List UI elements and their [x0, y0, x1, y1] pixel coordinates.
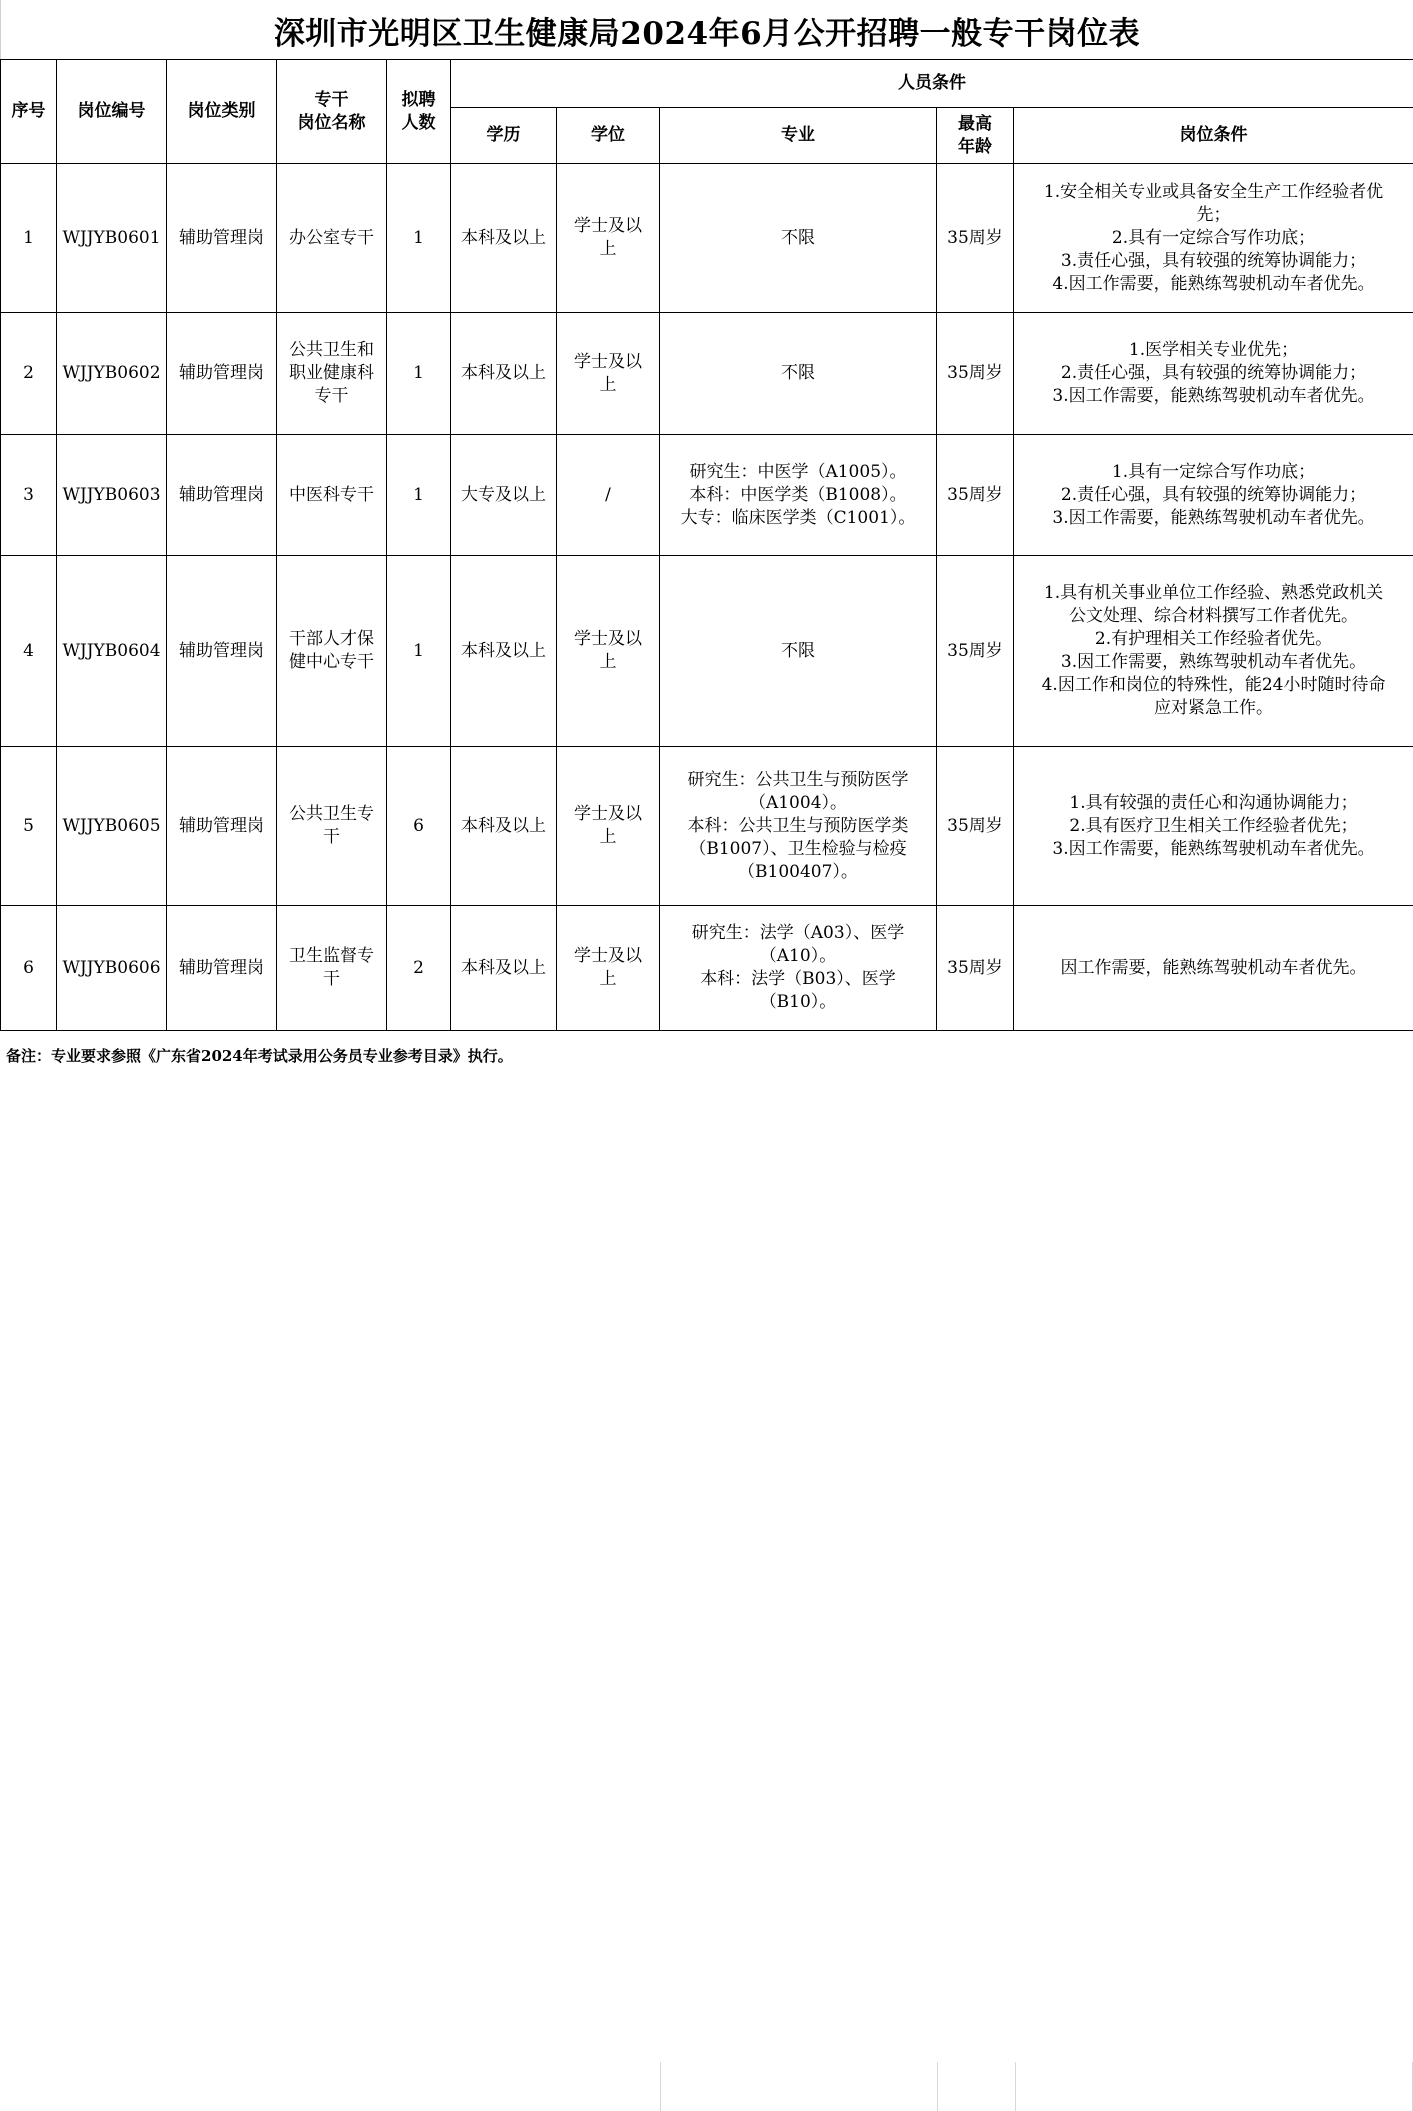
cell-count: 2 — [387, 906, 451, 1031]
cell-post-conditions-line: 3.责任心强，具有较强的统筹协调能力； — [1018, 250, 1409, 273]
cell-post-name — [277, 906, 387, 1031]
cell-post-conditions-line: 1.具有较强的责任心和沟通协调能力； — [1018, 792, 1409, 815]
cell-education: 本科及以上 — [451, 313, 557, 435]
cell-max-age: 35周岁 — [937, 313, 1014, 435]
cell-code: WJJYB0606 — [57, 906, 167, 1031]
cell-post-conditions — [1014, 556, 1413, 747]
grid-guide — [660, 2062, 661, 2111]
cell-code: WJJYB0605 — [57, 747, 167, 906]
footnote — [0, 1031, 1413, 1080]
cell-post-conditions-line: 2.责任心强，具有较强的统筹协调能力； — [1018, 484, 1409, 507]
cell-category: 辅助管理岗 — [167, 435, 277, 556]
cell-max-age: 35周岁 — [937, 747, 1014, 906]
cell-seq: 2 — [1, 313, 57, 435]
header-post-name-line2: 岗位名称 — [281, 112, 382, 135]
footnote-text: 备注：专业要求参照《广东省2024年考试录用公务员专业参考目录》执行。 — [6, 1045, 513, 1066]
cell-code: WJJYB0603 — [57, 435, 167, 556]
cell-major — [660, 747, 937, 906]
grid-guide — [937, 2062, 938, 2111]
cell-major-line: 研究生：公共卫生与预防医学 — [664, 769, 932, 792]
cell-count: 1 — [387, 313, 451, 435]
cell-major-line: 本科：公共卫生与预防医学类 — [664, 815, 932, 838]
cell-post-name-line: 公共卫生专 — [281, 803, 382, 826]
header-count-line1: 拟聘 — [391, 89, 446, 112]
header-major: 专业 — [660, 108, 937, 164]
cell-post-conditions — [1014, 435, 1413, 556]
cell-post-name-line: 健中心专干 — [281, 651, 382, 674]
table-row — [1, 747, 1413, 906]
cell-post-name-line: 干 — [281, 826, 382, 849]
cell-degree-line: / — [561, 484, 655, 507]
cell-major — [660, 164, 937, 313]
header-seq: 序号 — [1, 60, 57, 164]
table-row — [1, 313, 1413, 435]
cell-post-name — [277, 164, 387, 313]
cell-post-conditions — [1014, 906, 1413, 1031]
cell-post-conditions-line: 4.因工作需要，能熟练驾驶机动车者优先。 — [1018, 273, 1409, 296]
cell-code: WJJYB0602 — [57, 313, 167, 435]
table-row — [1, 906, 1413, 1031]
cell-count: 1 — [387, 556, 451, 747]
cell-major-line: 研究生：中医学（A1005）。 — [664, 461, 932, 484]
cell-education: 本科及以上 — [451, 906, 557, 1031]
cell-degree — [557, 556, 660, 747]
cell-degree-line: 上 — [561, 968, 655, 991]
cell-major-line: （A10）。 — [664, 945, 932, 968]
cell-count: 6 — [387, 747, 451, 906]
cell-major-line: 不限 — [664, 640, 932, 663]
cell-degree-line: 学士及以 — [561, 803, 655, 826]
cell-post-name-line: 卫生监督专 — [281, 945, 382, 968]
header-max-age-line2: 年龄 — [941, 136, 1009, 159]
cell-post-conditions-line: 2.具有一定综合写作功底； — [1018, 227, 1409, 250]
cell-degree-line: 学士及以 — [561, 628, 655, 651]
cell-education: 本科及以上 — [451, 164, 557, 313]
cell-post-conditions-line: 先； — [1018, 204, 1409, 227]
cell-major — [660, 313, 937, 435]
cell-major-line: 本科：中医学类（B1008）。 — [664, 484, 932, 507]
cell-degree-line: 上 — [561, 651, 655, 674]
cell-post-name-line: 办公室专干 — [281, 227, 382, 250]
cell-degree-line: 学士及以 — [561, 945, 655, 968]
cell-code: WJJYB0604 — [57, 556, 167, 747]
cell-post-conditions-line: 应对紧急工作。 — [1018, 697, 1409, 720]
cell-education: 本科及以上 — [451, 556, 557, 747]
cell-post-conditions-line: 3.因工作需要，熟练驾驶机动车者优先。 — [1018, 651, 1409, 674]
cell-post-name — [277, 313, 387, 435]
cell-degree-line: 上 — [561, 238, 655, 261]
cell-major-line: 大专：临床医学类（C1001）。 — [664, 507, 932, 530]
cell-degree — [557, 906, 660, 1031]
cell-post-conditions — [1014, 313, 1413, 435]
cell-category: 辅助管理岗 — [167, 556, 277, 747]
header-max-age — [937, 108, 1014, 164]
cell-major — [660, 435, 937, 556]
header-code: 岗位编号 — [57, 60, 167, 164]
cell-post-conditions-line: 3.因工作需要，能熟练驾驶机动车者优先。 — [1018, 838, 1409, 861]
cell-seq: 4 — [1, 556, 57, 747]
cell-major-line: 不限 — [664, 227, 932, 250]
cell-max-age: 35周岁 — [937, 164, 1014, 313]
cell-category: 辅助管理岗 — [167, 747, 277, 906]
cell-major-line: 研究生：法学（A03）、医学 — [664, 922, 932, 945]
cell-degree — [557, 164, 660, 313]
cell-max-age: 35周岁 — [937, 435, 1014, 556]
cell-max-age: 35周岁 — [937, 906, 1014, 1031]
header-post-name — [277, 60, 387, 164]
cell-major — [660, 556, 937, 747]
cell-post-name-line: 干部人才保 — [281, 628, 382, 651]
cell-major-line: （B100407）。 — [664, 861, 932, 884]
page-title: 深圳市光明区卫生健康局2024年6月公开招聘一般专干岗位表 — [0, 0, 1413, 60]
cell-post-conditions-line: 公文处理、综合材料撰写工作者优先。 — [1018, 605, 1409, 628]
cell-seq: 5 — [1, 747, 57, 906]
cell-post-conditions-line: 2.有护理相关工作经验者优先。 — [1018, 628, 1409, 651]
cell-category: 辅助管理岗 — [167, 164, 277, 313]
cell-degree — [557, 435, 660, 556]
cell-seq: 1 — [1, 164, 57, 313]
cell-major — [660, 906, 937, 1031]
job-positions-table — [0, 59, 1413, 1031]
cell-education: 本科及以上 — [451, 747, 557, 906]
header-category: 岗位类别 — [167, 60, 277, 164]
cell-code: WJJYB0601 — [57, 164, 167, 313]
header-count — [387, 60, 451, 164]
grid-guide — [1015, 2062, 1016, 2111]
cell-post-conditions-line: 4.因工作和岗位的特殊性，能24小时随时待命 — [1018, 674, 1409, 697]
cell-degree-line: 上 — [561, 826, 655, 849]
cell-post-name — [277, 747, 387, 906]
cell-education: 大专及以上 — [451, 435, 557, 556]
cell-major-line: （A1004）。 — [664, 792, 932, 815]
cell-post-name-line: 专干 — [281, 385, 382, 408]
cell-degree — [557, 747, 660, 906]
cell-post-name — [277, 556, 387, 747]
header-conditions-group: 人员条件 — [451, 60, 1413, 108]
cell-major-line: 不限 — [664, 362, 932, 385]
header-max-age-line1: 最高 — [941, 113, 1009, 136]
header-education: 学历 — [451, 108, 557, 164]
cell-post-conditions-line: 3.因工作需要，能熟练驾驶机动车者优先。 — [1018, 385, 1409, 408]
header-post-conditions: 岗位条件 — [1014, 108, 1413, 164]
table-row — [1, 556, 1413, 747]
cell-seq: 6 — [1, 906, 57, 1031]
cell-count: 1 — [387, 164, 451, 313]
cell-degree — [557, 313, 660, 435]
cell-post-name — [277, 435, 387, 556]
cell-post-conditions-line: 因工作需要，能熟练驾驶机动车者优先。 — [1018, 957, 1409, 980]
cell-category: 辅助管理岗 — [167, 906, 277, 1031]
cell-post-conditions-line: 3.因工作需要，能熟练驾驶机动车者优先。 — [1018, 507, 1409, 530]
cell-post-name-line: 中医科专干 — [281, 484, 382, 507]
cell-post-conditions-line: 1.医学相关专业优先； — [1018, 339, 1409, 362]
header-degree: 学位 — [557, 108, 660, 164]
cell-post-name-line: 职业健康科 — [281, 362, 382, 385]
cell-post-name-line: 公共卫生和 — [281, 339, 382, 362]
cell-post-conditions-line: 1.具有机关事业单位工作经验、熟悉党政机关 — [1018, 582, 1409, 605]
table-row — [1, 435, 1413, 556]
cell-post-conditions-line: 1.安全相关专业或具备安全生产工作经验者优 — [1018, 181, 1409, 204]
cell-degree-line: 上 — [561, 374, 655, 397]
cell-max-age: 35周岁 — [937, 556, 1014, 747]
cell-major-line: （B1007）、卫生检验与检疫 — [664, 838, 932, 861]
header-count-line2: 人数 — [391, 112, 446, 135]
cell-post-name-line: 干 — [281, 968, 382, 991]
cell-major-line: （B10）。 — [664, 991, 932, 1014]
cell-major-line: 本科：法学（B03）、医学 — [664, 968, 932, 991]
cell-degree-line: 学士及以 — [561, 351, 655, 374]
cell-category: 辅助管理岗 — [167, 313, 277, 435]
cell-count: 1 — [387, 435, 451, 556]
cell-post-conditions-line: 2.责任心强，具有较强的统筹协调能力； — [1018, 362, 1409, 385]
header-row-1 — [1, 60, 1413, 108]
cell-post-conditions-line: 1.具有一定综合写作功底； — [1018, 461, 1409, 484]
header-post-name-line1: 专干 — [281, 89, 382, 112]
cell-post-conditions — [1014, 164, 1413, 313]
cell-post-conditions-line: 2.具有医疗卫生相关工作经验者优先； — [1018, 815, 1409, 838]
cell-degree-line: 学士及以 — [561, 215, 655, 238]
cell-post-conditions — [1014, 747, 1413, 906]
cell-seq: 3 — [1, 435, 57, 556]
table-row — [1, 164, 1413, 313]
